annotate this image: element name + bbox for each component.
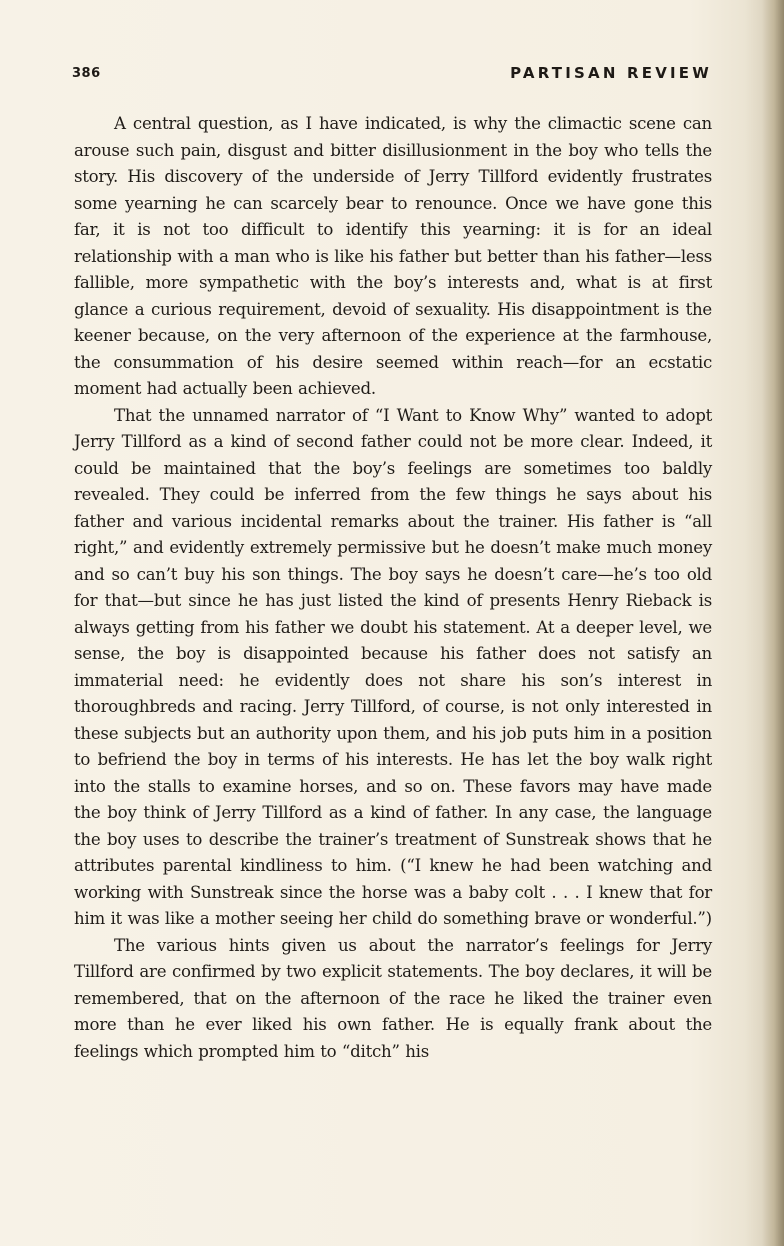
page-number: 386: [72, 66, 101, 81]
paragraph-2: That the unnamed narrator of “I Want to Know Why” wanted to adopt Jerry Tillford as a kind of second father could not be more clear. Indeed, it could be maintained that the boy’s feelings are sometimes too baldly revealed. They could be inferred from the few things he says about his father and various incidental remarks about the trainer. His father is “all right,” and evidently extremely permissive but he doesn’t make much money and so can’t buy his son things. The boy says he doesn’t care—he’s too old for that—but since he has just listed the kind of presents Henry Rieback is always getting from his father we doubt his statement. At a deeper level, we sense, the boy is disappointed because his father does not satisfy an immaterial need: he evidently does not share his son’s interest in thoroughbreds and racing. Jerry Tillford, of course, is not only interested in these subjects but an authority upon them, and his job puts him in a position to befriend the boy in terms of his interests. He has let the boy walk right into the stalls to examine horses, and so on. These favors may have made the boy think of Jerry Tillford as a kind of father. In any case, the language the boy uses to describe the trainer’s treatment of Sunstreak shows that he attributes parental kindliness to him. (“I knew he had been watching and working with Sunstreak since the horse was a baby colt . . . I knew that for him it was like a mother seeing her child do something brave or wonderful.”): [74, 405, 712, 928]
page-header: [72, 64, 712, 84]
page-spine-shadow: [762, 0, 784, 1246]
running-head: PARTISAN REVIEW: [510, 64, 712, 82]
paragraph-1: A central question, as I have indicated, is why the climactic scene can arouse such pain, disgust and bitter disillusionment in the boy who tells the story. His discovery of the underside of Jerry Tillford evidently frustrates some yearning he can scarcely bear to renounce. Once we have gone this far, it is not too difficult to identify this yearning: it is for an ideal relationship with a man who is like his father but better than his father—less fallible, more sympathetic with the boy’s interests and, what is at first glance a curious requirement, devoid of sexuality. His disappointment is the keener because, on the very afternoon of the experience at the farmhouse, the consummation of his desire seemed within reach—for an ecstatic moment had actually been achieved.: [74, 114, 712, 398]
article-body: [74, 111, 712, 1065]
paragraph-3: The various hints given us about the narrator’s feelings for Jerry Tillford are confirmed by two explicit statements. The boy declares, it will be remembered, that on the afternoon of the race he liked the trainer even more than he ever liked his own father. He is equally frank about the feelings which prompted him to “ditch” his: [74, 935, 712, 1061]
